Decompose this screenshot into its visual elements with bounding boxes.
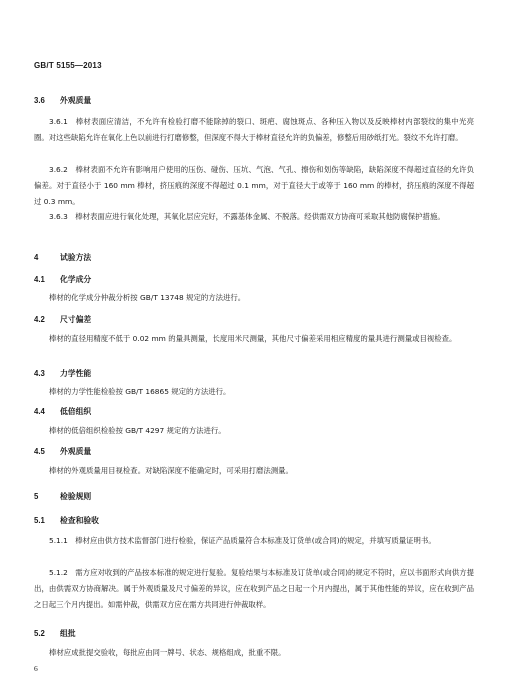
heading-title: 检查和验收	[60, 516, 99, 525]
heading-number: 4.5	[34, 447, 45, 456]
standard-number: GB/T 5155—2013	[34, 61, 102, 70]
heading-4-2	[34, 312, 474, 327]
paragraph-4-5: 棒材的外观质量用目视检查。对缺陷深度不能确定时，可采用打磨法测量。	[49, 466, 293, 475]
paragraph-3-6-1: 3.6.1 棒材表面应清洁，不允许有检验打磨不能除掉的裂口、斑疤、腐蚀斑点、各种压入物以及反映棒材内部裂纹的集中光亮圈。对这些缺陷允许在氧化上色以前进行打磨修整，但深度不得大于棒材直径允许的负偏差，修整后用砂纸打光。裂纹不允许打磨。	[34, 117, 474, 142]
heading-number: 3.6	[34, 96, 45, 105]
heading-number: 4.2	[34, 315, 45, 324]
heading-4-1	[34, 272, 474, 287]
paragraph-5-2: 棒材应成批提交验收，每批应由同一牌号、状态、规格组成，批重不限。	[49, 648, 286, 657]
heading-title: 力学性能	[60, 369, 92, 378]
heading-4-3	[34, 366, 474, 381]
heading-number: 4.4	[34, 407, 45, 416]
paragraph-4-1: 棒材的化学成分仲裁分析按 GB/T 13748 规定的方法进行。	[49, 293, 246, 302]
heading-number: 4.3	[34, 369, 45, 378]
paragraph-4-3: 棒材的力学性能检验按 GB/T 16865 规定的方法进行。	[49, 387, 231, 396]
paragraph-5-1-1: 5.1.1 棒材应由供方技术监督部门进行检验，保证产品质量符合本标准及订货单(或合同)的规定，并填写质量证明书。	[49, 536, 436, 545]
heading-4-4	[34, 404, 474, 419]
heading-title: 低倍组织	[60, 407, 92, 416]
heading-title: 化学成分	[60, 275, 92, 284]
heading-number: 5.1	[34, 516, 45, 525]
paragraph-4-4: 棒材的低倍组织检验按 GB/T 4297 规定的方法进行。	[49, 426, 226, 435]
heading-5-2	[34, 626, 474, 641]
heading-title: 组批	[60, 629, 76, 638]
heading-number: 5	[34, 492, 39, 501]
heading-number: 4	[34, 253, 39, 262]
heading-title: 外观质量	[60, 96, 92, 105]
heading-title: 检验规则	[60, 492, 92, 501]
heading-title: 试验方法	[60, 253, 92, 262]
paragraph-3-6-3: 3.6.3 棒材表面应进行氧化处理，其氧化层应完好，不露基体金属、不脱落。经供需双方协商可采取其他防腐保护措施。	[49, 212, 445, 221]
heading-4	[34, 250, 474, 265]
heading-number: 5.2	[34, 629, 45, 638]
page-number: 6	[34, 664, 38, 673]
heading-title: 尺寸偏差	[60, 315, 92, 324]
heading-3-6	[34, 93, 474, 108]
heading-4-5	[34, 444, 474, 459]
paragraph-4-2: 棒材的直径用精度不低于 0.02 mm 的量具测量，长度用米尺测量，其他尺寸偏差采用相应精度的量具进行测量或目视检查。	[49, 334, 457, 343]
heading-number: 4.1	[34, 275, 45, 284]
heading-title: 外观质量	[60, 447, 92, 456]
heading-5	[34, 489, 474, 504]
paragraph-5-1-2: 5.1.2 需方应对收到的产品按本标准的规定进行复验。复验结果与本标准及订货单(或合同)的规定不符时，应以书面形式向供方提出，由供需双方协商解决。属于外观质量及尺寸偏差的异议，应在收到产品之日起一个月内提出，属于其他性能的异议，应在收到产品之日起三个月内提出。如需仲裁，供需双方应在需方共同进行仲裁取样。	[34, 568, 474, 609]
paragraph-3-6-2: 3.6.2 棒材表面不允许有影响用户使用的压伤、碰伤、压坑、气泡、气孔、擦伤和划伤等缺陷，缺陷深度不得超过直径的允许负偏差。对于直径小于 160 mm 棒材，挤压痕的深度不得超过 0.1 mm，对于直径大于或等于 160 mm 的棒材，挤压痕的深度不得超过 0.3 mm。	[34, 165, 474, 206]
heading-5-1	[34, 513, 474, 528]
